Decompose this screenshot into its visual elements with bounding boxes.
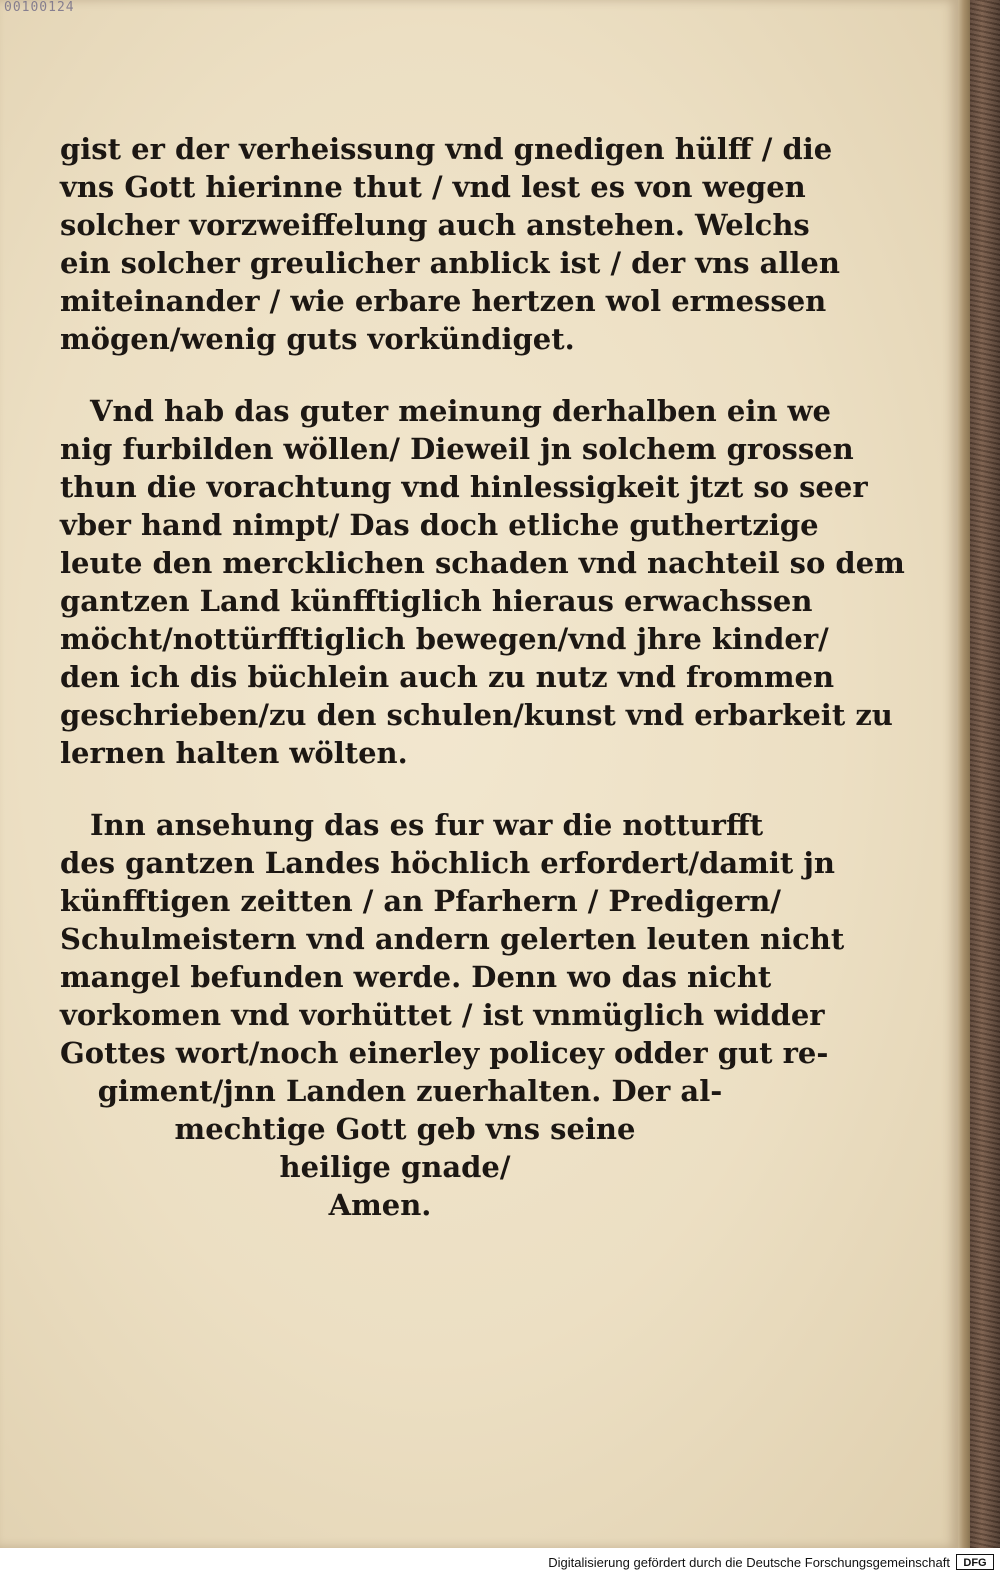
text-line: gantzen Land künfftiglich hieraus erwachssen [60,584,813,618]
text-line: Inn ansehung das es fur war die notturfft [90,808,764,842]
text-line: des gantzen Landes höchlich erfordert/damit jn [60,846,835,880]
shelf-mark: 00100124 [4,0,75,15]
text-line: mögen/wenig guts vorkündiget. [60,322,575,356]
printed-text-block [60,130,905,1258]
text-line: Schulmeistern vnd andern gelerten leuten nicht [60,922,845,956]
text-line: vber hand nimpt/ Das doch etliche guthertzige [60,508,819,542]
closing-amen: Amen. [328,1188,432,1222]
book-binding [970,0,1000,1548]
text-line: vorkomen vnd vorhüttet / ist vnmüglich widder [60,998,825,1032]
text-line: den ich dis büchlein auch zu nutz vnd frommen [60,660,835,694]
text-line: thun die vorachtung vnd hinlessigkeit jtzt so seer [60,470,868,504]
text-line: möcht/nottürfftiglich bewegen/vnd jhre kinder/ [60,622,829,656]
dfg-credit-text: Digitalisierung gefördert durch die Deutsche Forschungsgemeinschaft [548,1555,950,1570]
text-line: miteinander / wie erbare hertzen wol ermessen [60,284,827,318]
text-line: künfftigen zeitten / an Pfarhern / Predigern/ [60,884,781,918]
text-line: Gottes wort/noch einerley policey odder gut re- [60,1036,829,1070]
text-line: lernen halten wölten. [60,736,408,770]
text-line: leute den mercklichen schaden vnd nachteil so dem [60,546,905,580]
closing-line: heilige gnade/ [279,1150,511,1184]
dfg-logo: DFG [956,1554,994,1570]
text-line: ein solcher greulicher anblick ist / der vns allen [60,246,840,280]
text-line: nig furbilden wöllen/ Dieweil jn solchem grossen [60,432,854,466]
closing-line: mechtige Gott geb vns seine [174,1112,636,1146]
page-edge [958,0,970,1548]
paragraph-1 [60,130,840,358]
closing-line: giment/jnn Landen zuerhalten. Der al- [97,1074,723,1108]
paragraph-2 [60,392,905,772]
text-line: mangel befunden werde. Denn wo das nicht [60,960,772,994]
text-line: vns Gott hierinne thut / vnd lest es von wegen [60,170,806,204]
text-line: Vnd hab das guter meinung derhalben ein we [90,394,831,428]
text-line: gist er der verheissung vnd gnedigen hülff / die [60,132,833,166]
paragraph-3 [60,806,845,1224]
text-line: solcher vorzweiffelung auch anstehen. Welchs [60,208,810,242]
text-line: geschrieben/zu den schulen/kunst vnd erbarkeit zu [60,698,893,732]
